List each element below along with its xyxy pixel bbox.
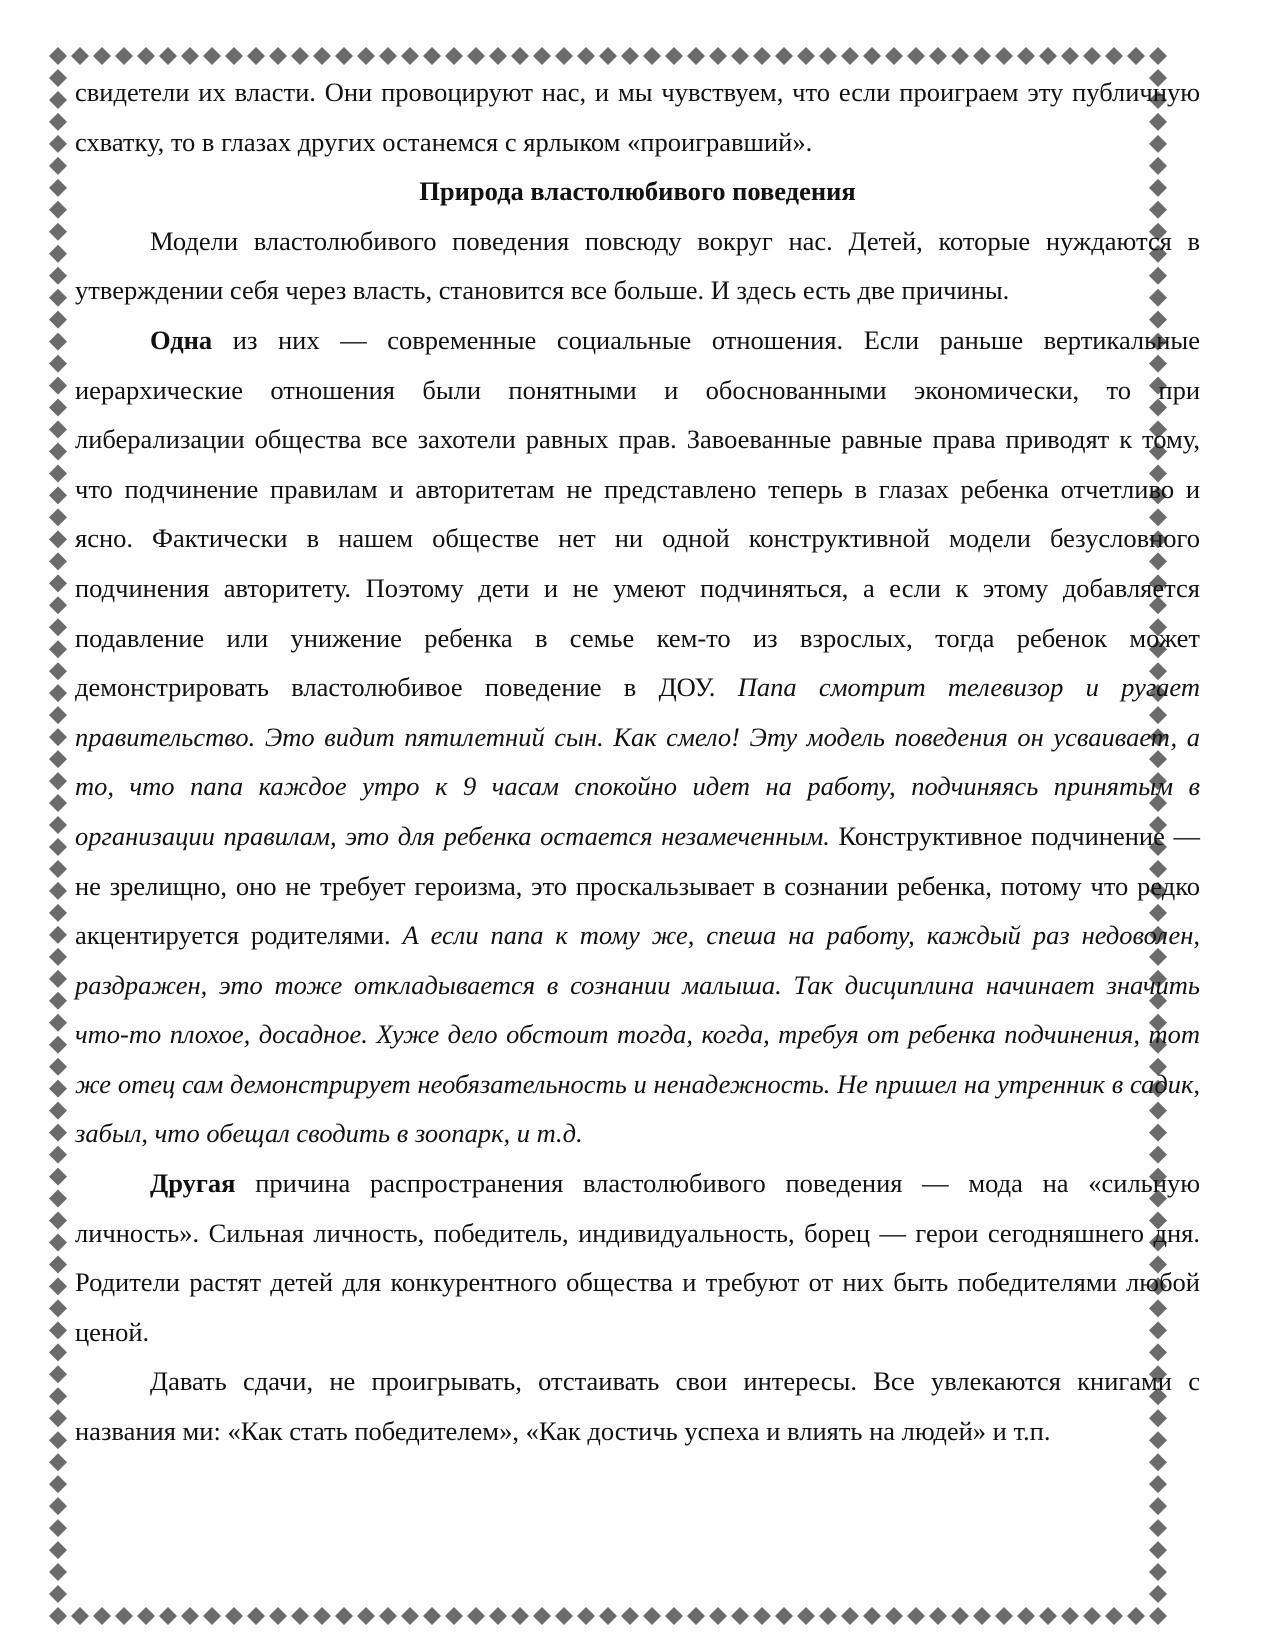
- border-diamond: [49, 1541, 67, 1559]
- border-diamond: [49, 1014, 67, 1032]
- border-diamond: [49, 596, 67, 614]
- border-diamond: [665, 47, 683, 65]
- first-reason-lead: Одна: [150, 324, 213, 355]
- border-diamond: [445, 47, 463, 65]
- second-reason-text: причина распространения властолюбивого поведения — мода на «сильную личность». Сильная личность, победитель, индивидуальность, борец — герои сегодняшнего дня. Родители растят детей для конкурентного общества и требуют от них быть победителями любой ценой.: [75, 1168, 1200, 1347]
- border-diamond: [269, 1607, 287, 1625]
- border-diamond: [511, 1607, 529, 1625]
- border-diamond: [49, 421, 67, 439]
- border-diamond: [885, 1607, 903, 1625]
- border-diamond: [49, 1431, 67, 1449]
- border-diamond: [269, 47, 287, 65]
- border-diamond: [423, 47, 441, 65]
- border-diamond: [49, 1387, 67, 1405]
- first-reason-paragraph: [75, 316, 1200, 1159]
- border-diamond: [49, 267, 67, 285]
- border-diamond: [1149, 1497, 1167, 1515]
- border-diamond: [313, 1607, 331, 1625]
- border-diamond: [181, 47, 199, 65]
- border-diamond: [115, 1607, 133, 1625]
- border-diamond: [379, 1607, 397, 1625]
- border-diamond: [49, 794, 67, 812]
- border-diamond: [1017, 1607, 1035, 1625]
- border-diamond: [1149, 1475, 1167, 1493]
- border-diamond: [49, 1563, 67, 1581]
- border-diamond: [841, 47, 859, 65]
- border-diamond: [49, 377, 67, 395]
- border-diamond: [885, 47, 903, 65]
- border-diamond: [49, 1146, 67, 1164]
- border-diamond: [49, 1475, 67, 1493]
- border-diamond: [49, 1102, 67, 1120]
- border-diamond: [93, 1607, 111, 1625]
- border-diamond: [137, 47, 155, 65]
- border-diamond: [71, 47, 89, 65]
- closing-paragraph: Давать сдачи, не проигрывать, отстаивать свои интересы. Все увлекаются книгами с названия ми: «Как стать победителем», «Как достичь успеха и влиять на людей» и т.п.: [75, 1366, 1200, 1447]
- border-diamond: [555, 1607, 573, 1625]
- border-diamond: [907, 1607, 925, 1625]
- border-diamond: [71, 1607, 89, 1625]
- border-diamond: [49, 1321, 67, 1339]
- border-diamond: [863, 47, 881, 65]
- border-diamond: [49, 1453, 67, 1471]
- intro-paragraph: Модели властолюбивого поведения повсюду вокруг нас. Детей, которые нуждаются в утверждении себя через власть, становится все больше. И здесь есть две причины.: [75, 225, 1200, 306]
- border-diamond: [995, 47, 1013, 65]
- border-diamond: [731, 1607, 749, 1625]
- border-diamond: [49, 948, 67, 966]
- border-diamond: [1039, 47, 1057, 65]
- border-diamond: [951, 47, 969, 65]
- border-diamond: [49, 464, 67, 482]
- border-diamond: [49, 816, 67, 834]
- border-diamond: [1127, 1607, 1145, 1625]
- border-diamond: [1039, 1607, 1057, 1625]
- border-diamond: [49, 530, 67, 548]
- border-diamond: [291, 47, 309, 65]
- border-diamond: [49, 135, 67, 153]
- border-diamond: [643, 1607, 661, 1625]
- border-diamond: [49, 311, 67, 329]
- document-body: [75, 68, 1200, 1457]
- border-diamond: [335, 1607, 353, 1625]
- border-diamond: [49, 1299, 67, 1317]
- border-diamond: [1149, 47, 1167, 65]
- border-diamond: [49, 728, 67, 746]
- border-diamond: [49, 706, 67, 724]
- border-diamond: [775, 47, 793, 65]
- border-diamond: [929, 1607, 947, 1625]
- border-diamond: [159, 47, 177, 65]
- first-reason-middle: Конструктивное подчинение — не зрелищно, оно не требует героизма, это проскальзывает в сознании ребенка, потому что редко акцентируется родителями.: [75, 820, 1200, 951]
- border-diamond: [49, 289, 67, 307]
- border-diamond: [467, 1607, 485, 1625]
- border-diamond: [643, 47, 661, 65]
- border-diamond: [49, 882, 67, 900]
- border-diamond: [599, 47, 617, 65]
- border-diamond: [753, 1607, 771, 1625]
- border-diamond: [49, 574, 67, 592]
- border-diamond: [577, 1607, 595, 1625]
- border-diamond: [511, 47, 529, 65]
- border-diamond: [1061, 1607, 1079, 1625]
- border-diamond: [49, 1343, 67, 1361]
- border-diamond: [115, 47, 133, 65]
- border-diamond: [533, 47, 551, 65]
- border-diamond: [709, 1607, 727, 1625]
- border-diamond: [49, 926, 67, 944]
- border-diamond: [489, 1607, 507, 1625]
- border-diamond: [49, 1036, 67, 1054]
- border-diamond: [423, 1607, 441, 1625]
- border-diamond: [49, 508, 67, 526]
- border-diamond: [49, 662, 67, 680]
- border-diamond: [973, 1607, 991, 1625]
- border-diamond: [49, 355, 67, 373]
- border-diamond: [973, 47, 991, 65]
- border-diamond: [291, 1607, 309, 1625]
- border-diamond: [753, 47, 771, 65]
- border-diamond: [797, 1607, 815, 1625]
- border-diamond: [247, 47, 265, 65]
- border-diamond: [49, 1277, 67, 1295]
- border-diamond: [49, 860, 67, 878]
- border-diamond: [445, 1607, 463, 1625]
- border-diamond: [1017, 47, 1035, 65]
- border-diamond: [159, 1607, 177, 1625]
- border-diamond: [49, 91, 67, 109]
- border-diamond: [137, 1607, 155, 1625]
- border-diamond: [1061, 47, 1079, 65]
- border-diamond: [49, 333, 67, 351]
- border-diamond: [203, 1607, 221, 1625]
- second-reason-lead: Другая: [150, 1168, 236, 1199]
- border-diamond: [401, 47, 419, 65]
- border-diamond: [49, 552, 67, 570]
- section-heading: Природа властолюбивого поведения: [419, 176, 856, 207]
- border-diamond: [731, 47, 749, 65]
- border-diamond: [797, 47, 815, 65]
- border-diamond: [1149, 1585, 1167, 1603]
- border-diamond: [1127, 47, 1145, 65]
- border-diamond: [1083, 47, 1101, 65]
- border-diamond: [49, 1585, 67, 1603]
- border-diamond: [1149, 1607, 1167, 1625]
- border-diamond: [1105, 47, 1123, 65]
- border-diamond: [93, 47, 111, 65]
- border-diamond: [49, 1212, 67, 1230]
- border-diamond: [49, 486, 67, 504]
- border-diamond: [49, 1365, 67, 1383]
- border-diamond: [379, 47, 397, 65]
- border-diamond: [49, 1409, 67, 1427]
- border-diamond: [49, 223, 67, 241]
- border-diamond: [599, 1607, 617, 1625]
- border-diamond: [49, 1519, 67, 1537]
- border-diamond: [225, 1607, 243, 1625]
- border-diamond: [49, 970, 67, 988]
- border-diamond: [929, 47, 947, 65]
- border-diamond: [819, 1607, 837, 1625]
- border-diamond: [1149, 1519, 1167, 1537]
- border-diamond: [49, 640, 67, 658]
- border-diamond: [1083, 1607, 1101, 1625]
- border-diamond: [819, 47, 837, 65]
- border-diamond: [49, 750, 67, 768]
- border-diamond: [49, 1607, 67, 1625]
- border-diamond: [49, 684, 67, 702]
- border-diamond: [335, 47, 353, 65]
- border-diamond: [577, 47, 595, 65]
- border-diamond: [49, 1058, 67, 1076]
- border-diamond: [687, 47, 705, 65]
- border-diamond: [203, 47, 221, 65]
- border-diamond: [555, 47, 573, 65]
- first-reason-example-2: А если папа к тому же, спеша на работу, каждый раз недоволен, раздражен, это тоже откладывается в сознании малыша. Так дисциплина начинает значить что-то плохое, досадное. Хуже дело обстоит тогда, когда, требуя от ребенка подчинения, тот же отец сам демонстрирует необязательность и ненадежность. Не пришел на утренник в садик, забыл, что обещал сводить в зоопарк, и т.д.: [75, 920, 1200, 1149]
- border-diamond: [49, 992, 67, 1010]
- border-diamond: [49, 157, 67, 175]
- border-diamond: [181, 1607, 199, 1625]
- opening-paragraph: свидетели их власти. Они провоцируют нас, и мы чувствуем, что если проиграем эту публичную схватку, то в глазах других останемся с ярлыком «проигравший».: [75, 77, 1200, 157]
- border-diamond: [49, 1233, 67, 1251]
- border-diamond: [247, 1607, 265, 1625]
- border-diamond: [1149, 1541, 1167, 1559]
- border-diamond: [863, 1607, 881, 1625]
- border-diamond: [709, 47, 727, 65]
- border-diamond: [49, 113, 67, 131]
- border-diamond: [489, 47, 507, 65]
- first-reason-text: из них — современные социальные отношения. Если раньше вертикальные иерархические отношения были понятными и обоснованными экономически, то при либерализации общества все захотели равных прав. Завоеванные равные права приводят к тому, что подчинение правилам и авторитетам не представлено теперь в глазах ребенка отчетливо и ясно. Фактически в нашем обществе нет ни одной конструктивной модели безусловного подчинения авторитету. Поэтому дети и не умеют подчиняться, а если к этому добавляется подавление или унижение ребенка в семье кем-то из взрослых, тогда ребенок может демонстрировать властолюбивое поведение в ДОУ.: [75, 324, 1200, 703]
- border-diamond: [49, 47, 67, 65]
- border-diamond: [49, 1080, 67, 1098]
- border-diamond: [49, 245, 67, 263]
- border-diamond: [401, 1607, 419, 1625]
- border-diamond: [995, 1607, 1013, 1625]
- border-diamond: [49, 904, 67, 922]
- first-reason-example-1: Папа смотрит телевизор и ругает правительство. Это видит пятилетний сын. Как смело! Эту модель поведения он усваивает, а то, что папа каждое утро к 9 часам спокойно идет на работу, подчиняясь принятым в организации правилам, это для ребенка остается незамеченным.: [75, 672, 1200, 851]
- border-diamond: [533, 1607, 551, 1625]
- border-diamond: [1149, 1563, 1167, 1581]
- border-diamond: [775, 1607, 793, 1625]
- border-diamond: [49, 69, 67, 87]
- border-diamond: [1105, 1607, 1123, 1625]
- border-diamond: [49, 201, 67, 219]
- border-diamond: [841, 1607, 859, 1625]
- border-diamond: [467, 47, 485, 65]
- border-diamond: [357, 47, 375, 65]
- border-diamond: [49, 838, 67, 856]
- border-diamond: [49, 1124, 67, 1142]
- border-diamond: [687, 1607, 705, 1625]
- border-diamond: [49, 618, 67, 636]
- border-diamond: [49, 1255, 67, 1273]
- border-diamond: [49, 179, 67, 197]
- border-diamond: [665, 1607, 683, 1625]
- border-diamond: [357, 1607, 375, 1625]
- border-diamond: [621, 1607, 639, 1625]
- border-diamond: [313, 47, 331, 65]
- second-reason-paragraph: [75, 1159, 1200, 1357]
- border-diamond: [951, 1607, 969, 1625]
- border-diamond: [49, 1168, 67, 1186]
- border-diamond: [49, 772, 67, 790]
- border-diamond: [49, 442, 67, 460]
- border-diamond: [225, 47, 243, 65]
- border-diamond: [49, 1190, 67, 1208]
- border-diamond: [621, 47, 639, 65]
- border-diamond: [49, 1497, 67, 1515]
- border-diamond: [49, 399, 67, 417]
- border-diamond: [907, 47, 925, 65]
